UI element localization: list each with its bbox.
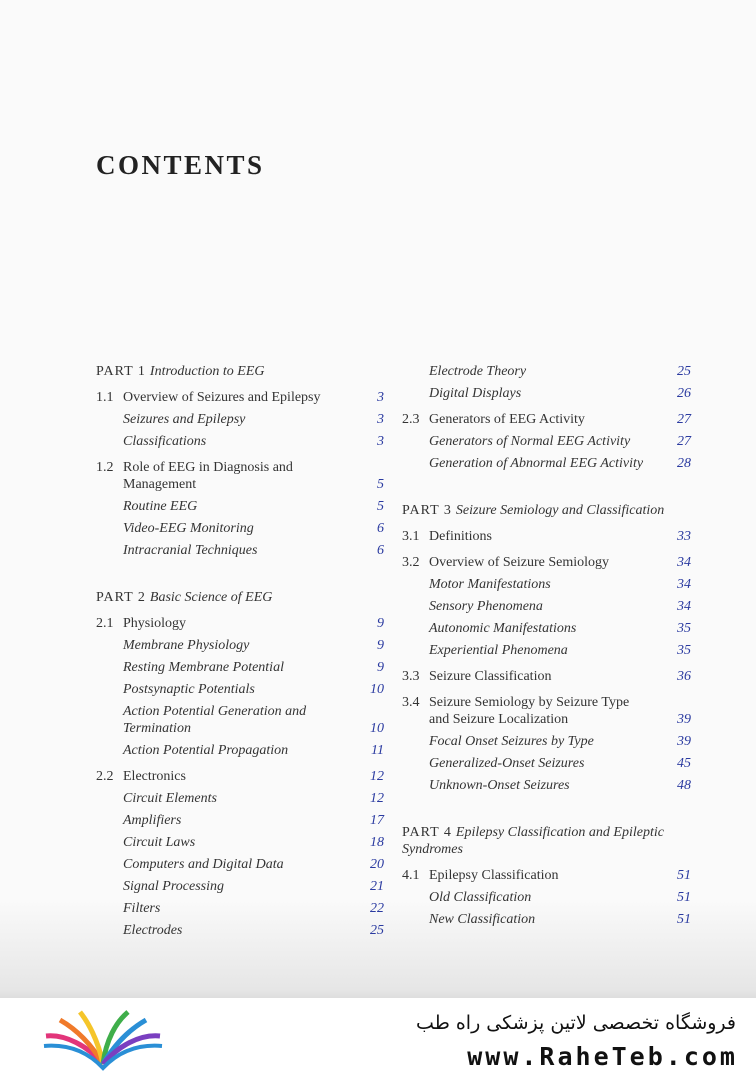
section-title: Intracranial Techniques <box>123 543 258 558</box>
page-number[interactable]: 3 <box>377 434 384 449</box>
page-number[interactable]: 9 <box>377 616 384 631</box>
section-title: Classifications <box>123 434 207 449</box>
section-title: Electrodes <box>123 923 183 938</box>
page-number[interactable]: 33 <box>677 529 691 544</box>
page-number[interactable]: 34 <box>677 577 691 592</box>
section-title: Seizures and Epilepsy <box>123 412 246 427</box>
section-title: Generalized-Onset Seizures <box>429 756 585 771</box>
toc-section[interactable] <box>96 498 384 515</box>
page-number[interactable]: 11 <box>371 743 384 758</box>
toc-chapter[interactable] <box>96 459 384 493</box>
page-number[interactable]: 12 <box>370 791 384 806</box>
toc-section[interactable] <box>96 637 384 654</box>
chapter-title: Physiology <box>123 616 187 631</box>
page-number[interactable]: 27 <box>677 434 691 449</box>
toc-section[interactable] <box>402 889 691 906</box>
section-title: Amplifiers <box>123 813 182 828</box>
toc-section[interactable] <box>402 777 691 794</box>
page-number[interactable]: 10 <box>370 682 384 697</box>
chapter-number: 2.1 <box>96 616 114 631</box>
page-number[interactable]: 45 <box>677 756 691 771</box>
section-title: Circuit Elements <box>123 791 217 806</box>
section-title: Circuit Laws <box>123 835 196 850</box>
toc-section[interactable] <box>96 878 384 895</box>
toc-section[interactable] <box>402 385 691 402</box>
toc-section[interactable] <box>96 433 384 450</box>
toc-right-column <box>402 363 691 928</box>
chapter-number: 1.1 <box>96 390 114 405</box>
section-title: Experiential Phenomena <box>429 643 568 658</box>
chapter-title: Seizure Classification <box>429 669 552 684</box>
toc-chapter[interactable] <box>402 411 691 428</box>
chapter-title: Seizure Semiology by Seizure Type and Seizure Localization <box>429 695 630 727</box>
page-number[interactable]: 28 <box>677 456 691 471</box>
page-number[interactable]: 36 <box>677 669 691 684</box>
part-title: Basic Science of EEG <box>149 590 273 605</box>
page-number[interactable]: 39 <box>677 734 691 749</box>
toc-section[interactable] <box>96 542 384 559</box>
part-heading <box>96 363 384 380</box>
page-number[interactable]: 34 <box>677 599 691 614</box>
page-number[interactable]: 18 <box>370 835 384 850</box>
toc-section[interactable] <box>96 681 384 698</box>
section-title: New Classification <box>429 912 536 927</box>
page-number[interactable]: 39 <box>677 712 691 727</box>
page-number[interactable]: 9 <box>377 660 384 675</box>
page-number[interactable]: 51 <box>677 868 691 883</box>
part-number: PART 3 <box>402 503 452 518</box>
toc-section[interactable] <box>402 598 691 615</box>
page-number[interactable]: 25 <box>677 364 691 379</box>
chapter-number: 3.4 <box>402 695 420 710</box>
chapter-title: Epilepsy Classification <box>429 868 559 883</box>
part-heading <box>402 502 691 519</box>
toc-section[interactable] <box>402 733 691 750</box>
part-heading <box>96 589 384 606</box>
part-heading <box>402 824 691 858</box>
page-number[interactable]: 3 <box>377 412 384 427</box>
page-number[interactable]: 51 <box>677 912 691 927</box>
section-title: Action Potential Propagation <box>123 743 289 758</box>
toc-section[interactable] <box>402 755 691 772</box>
section-title: Signal Processing <box>123 879 224 894</box>
page-number[interactable]: 27 <box>677 412 691 427</box>
part-number: PART 2 <box>96 590 146 605</box>
page-number[interactable]: 25 <box>370 923 384 938</box>
chapter-number: 4.1 <box>402 868 420 883</box>
page-number[interactable]: 21 <box>370 879 384 894</box>
page-number[interactable]: 17 <box>370 813 384 828</box>
page-number[interactable]: 35 <box>677 621 691 636</box>
page-number[interactable]: 9 <box>377 638 384 653</box>
chapter-number: 2.3 <box>402 412 420 427</box>
toc-chapter[interactable] <box>96 389 384 406</box>
page-number[interactable]: 5 <box>377 477 384 492</box>
section-title: Video-EEG Monitoring <box>123 521 254 536</box>
part-title: Introduction to EEG <box>149 364 265 379</box>
toc-section[interactable] <box>96 790 384 807</box>
toc-section[interactable] <box>402 620 691 637</box>
chapter-title: Role of EEG in Diagnosis and Management <box>123 460 293 492</box>
toc-section[interactable] <box>402 576 691 593</box>
section-title: Membrane Physiology <box>123 638 250 653</box>
part-number: PART 4 <box>402 825 452 840</box>
toc-section[interactable] <box>96 520 384 537</box>
toc-chapter[interactable] <box>402 528 691 545</box>
chapter-title: Overview of Seizures and Epilepsy <box>123 390 321 405</box>
chapter-title: Electronics <box>123 769 186 784</box>
page-number[interactable]: 35 <box>677 643 691 658</box>
page-number[interactable]: 34 <box>677 555 691 570</box>
part-title: Seizure Semiology and Classification <box>455 503 665 518</box>
section-title: Old Classification <box>429 890 532 905</box>
section-title: Motor Manifestations <box>429 577 551 592</box>
toc-section[interactable] <box>402 642 691 659</box>
toc-section[interactable] <box>96 834 384 851</box>
section-title: Action Potential Generation and Termination <box>123 704 307 736</box>
toc-section[interactable] <box>402 455 691 472</box>
chapter-number: 3.2 <box>402 555 420 570</box>
section-title: Generators of Normal EEG Activity <box>429 434 631 449</box>
section-title: Sensory Phenomena <box>429 599 543 614</box>
section-title: Resting Membrane Potential <box>123 660 284 675</box>
toc-left-column <box>96 363 384 939</box>
part-title: Epilepsy Classification and Epileptic Syndromes <box>402 825 664 857</box>
toc-section[interactable] <box>402 433 691 450</box>
toc-chapter[interactable] <box>402 867 691 884</box>
toc-section[interactable] <box>96 742 384 759</box>
toc-chapter[interactable] <box>96 615 384 632</box>
page-number[interactable]: 48 <box>677 778 691 793</box>
page-number[interactable]: 20 <box>370 857 384 872</box>
toc-section[interactable] <box>96 900 384 917</box>
toc-section[interactable] <box>96 856 384 873</box>
page-number[interactable]: 12 <box>370 769 384 784</box>
toc-section[interactable] <box>96 812 384 829</box>
section-title: Unknown-Onset Seizures <box>429 778 570 793</box>
toc-section[interactable] <box>402 363 691 380</box>
chapter-number: 1.2 <box>96 460 114 475</box>
page-number[interactable]: 3 <box>377 390 384 405</box>
section-title: Electrode Theory <box>429 364 527 379</box>
page-title: CONTENTS <box>96 150 265 180</box>
toc-section[interactable] <box>96 922 384 939</box>
section-title: Postsynaptic Potentials <box>123 682 255 697</box>
chapter-number: 3.3 <box>402 669 420 684</box>
section-title: Filters <box>123 901 161 916</box>
part-number: PART 1 <box>96 364 146 379</box>
toc-section[interactable] <box>96 703 384 737</box>
chapter-number: 2.2 <box>96 769 114 784</box>
section-title: Routine EEG <box>123 499 198 514</box>
shop-name: فروشگاه تخصصی لاتین پزشکی راه طب <box>416 1012 736 1034</box>
toc-chapter[interactable] <box>96 768 384 785</box>
open-book-logo-icon <box>40 1006 166 1072</box>
section-title: Digital Displays <box>429 386 522 401</box>
page-number[interactable]: 26 <box>677 386 691 401</box>
toc-chapter[interactable] <box>402 668 691 685</box>
website-url[interactable]: www.RaheTeb.com <box>467 1042 738 1071</box>
toc-chapter[interactable] <box>402 554 691 571</box>
chapter-title: Definitions <box>429 529 492 544</box>
toc-section[interactable] <box>402 911 691 928</box>
toc-section[interactable] <box>96 411 384 428</box>
footer-banner <box>0 998 756 1080</box>
toc-section[interactable] <box>96 659 384 676</box>
page-number[interactable]: 10 <box>370 721 384 736</box>
page-number[interactable]: 5 <box>377 499 384 514</box>
chapter-title: Generators of EEG Activity <box>429 412 585 427</box>
section-title: Autonomic Manifestations <box>429 621 577 636</box>
page-number[interactable]: 6 <box>377 543 384 558</box>
page-number[interactable]: 51 <box>677 890 691 905</box>
toc-chapter[interactable] <box>402 694 691 728</box>
section-title: Focal Onset Seizures by Type <box>429 734 594 749</box>
page-number[interactable]: 22 <box>370 901 384 916</box>
chapter-number: 3.1 <box>402 529 420 544</box>
section-title: Generation of Abnormal EEG Activity <box>429 456 644 471</box>
page-number[interactable]: 6 <box>377 521 384 536</box>
section-title: Computers and Digital Data <box>123 857 284 872</box>
chapter-title: Overview of Seizure Semiology <box>429 555 610 570</box>
